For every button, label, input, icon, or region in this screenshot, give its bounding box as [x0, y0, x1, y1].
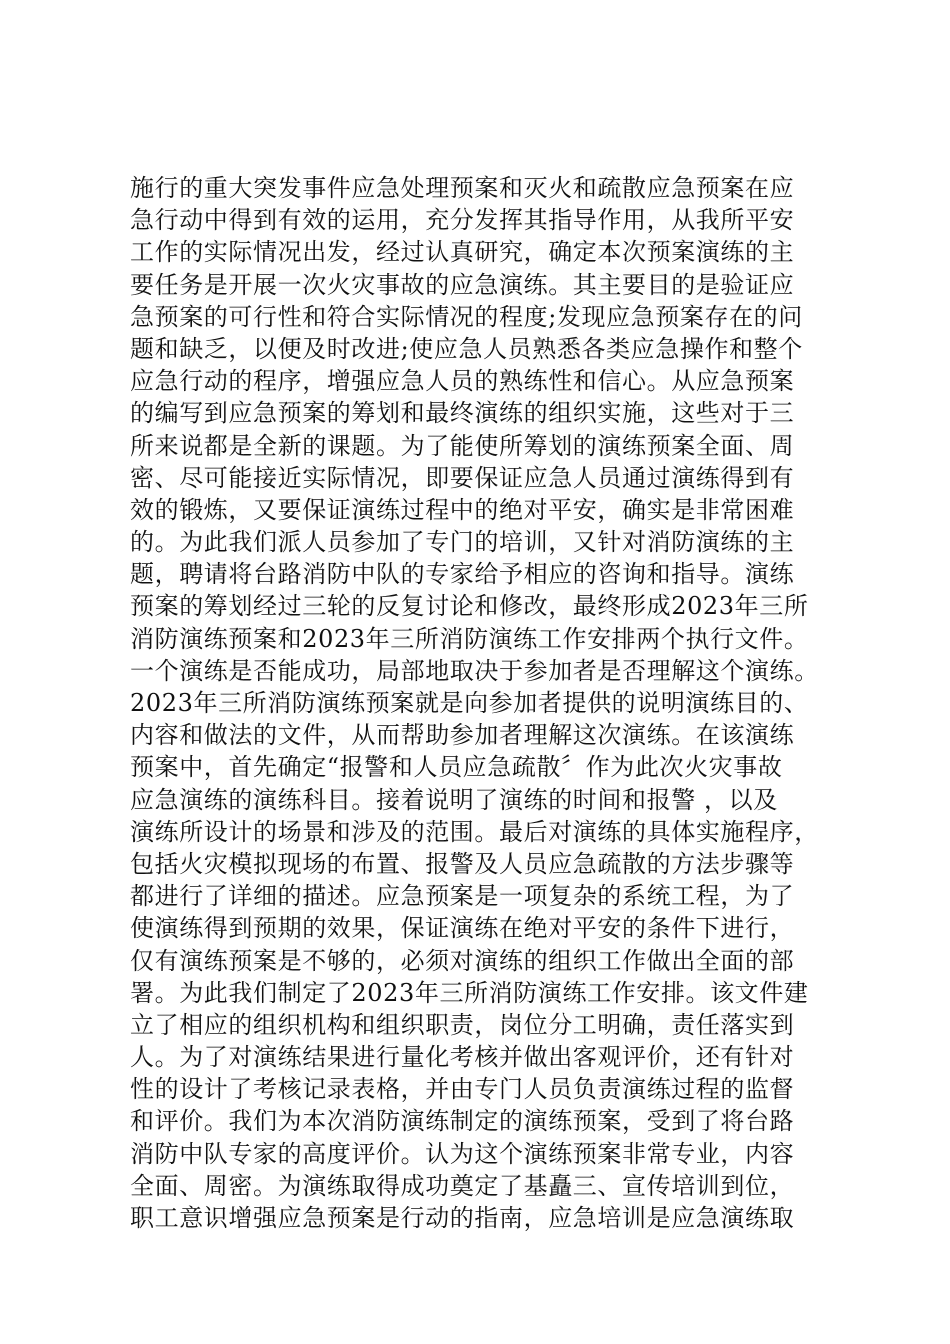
text-line: 内容和做法的文件，从而帮助参加者理解这次演练。在该演练: [130, 721, 795, 750]
text-line: 包括火灾模拟现场的布置、报警及人员应急疏散的方法步骤等: [130, 849, 795, 878]
text-line: 仅有演练预案是不够的，必须对演练的组织工作做出全面的部: [130, 946, 795, 975]
text-line: 题，聘请将台路消防中队的专家给予相应的咨询和指导。演练: [130, 560, 795, 589]
text-line: 密、尽可能接近实际情况，即要保证应急人员通过演练得到有: [130, 463, 795, 492]
text-line: 预案的筹划经过三轮的反复讨论和修改，最终形成2023年三所: [130, 592, 809, 621]
text-line: 要任务是开展一次火灾事故的应急演练。其主要目的是验证应: [130, 270, 795, 299]
text-line: 职工意识增强应急预案是行动的指南，应急培训是应急演练取: [130, 1204, 795, 1232]
text-line: 所来说都是全新的课题。为了能使所筹划的演练预案全面、周: [130, 431, 795, 460]
text-line: 全面、周密。为演练取得成功奠定了基矗三、宣传培训到位，: [130, 1171, 795, 1200]
text-line: 性的设计了考核记录表格，并由专门人员负责演练过程的监督: [130, 1075, 795, 1104]
text-line: 效的锻炼，又要保证演练过程中的绝对平安，确实是非常困难: [130, 495, 795, 524]
text-line: 急预案的可行性和符合实际情况的程度;发现应急预案存在的问: [130, 302, 803, 331]
text-line: 演练所设计的场景和涉及的范围。最后对演练的具体实施程序，: [130, 817, 819, 846]
text-line: 题和缺乏，以便及时改进;使应急人员熟悉各类应急操作和整个: [130, 334, 803, 363]
text-line: 人。为了对演练结果进行量化考核并做出客观评价，还有针对: [130, 1043, 795, 1072]
text-line: 都进行了详细的描述。应急预案是一项复杂的系统工程，为了: [130, 882, 795, 911]
text-line: 署。为此我们制定了2023年三所消防演练工作安排。该文件建: [130, 978, 809, 1007]
text-line: 立了相应的组织机构和组织职责，岗位分工明确，责任落实到: [130, 1010, 795, 1039]
text-line: 应急演练的演练科目。接着说明了演练的时间和报警 ，以及: [130, 785, 778, 814]
text-line: 2023年三所消防演练预案就是向参加者提供的说明演练目的、: [130, 689, 809, 717]
text-line: 一个演练是否能成功，局部地取决于参加者是否理解这个演练。: [130, 656, 819, 685]
text-line: 消防演练预案和2023年三所消防演练工作安排两个执行文件。: [130, 624, 809, 653]
text-line: 消防中队专家的高度评价。认为这个演练预案非常专业，内容: [130, 1139, 795, 1168]
body-text: [130, 172, 850, 1234]
text-line: 使演练得到预期的效果，保证演练在绝对平安的条件下进行，: [130, 914, 795, 943]
text-line: 和评价。我们为本次消防演练制定的演练预案，受到了将台路: [130, 1107, 795, 1136]
text-line: 施行的重大突发事件应急处理预案和灭火和疏散应急预案在应: [130, 174, 795, 202]
text-line: 急行动中得到有效的运用，充分发挥其指导作用，从我所平安: [130, 206, 795, 235]
text-line: 的编写到应急预案的筹划和最终演练的组织实施，这些对于三: [130, 399, 795, 428]
text-line: 预案中，首先确定“报警和人员应急疏散〞作为此次火灾事故: [130, 753, 783, 782]
text-line: 应急行动的程序，增强应急人员的熟练性和信心。从应急预案: [130, 367, 795, 396]
text-line: 工作的实际情况出发，经过认真研究，确定本次预案演练的主: [130, 238, 795, 267]
text-line: 的。为此我们派人员参加了专门的培训，又针对消防演练的主: [130, 528, 795, 557]
